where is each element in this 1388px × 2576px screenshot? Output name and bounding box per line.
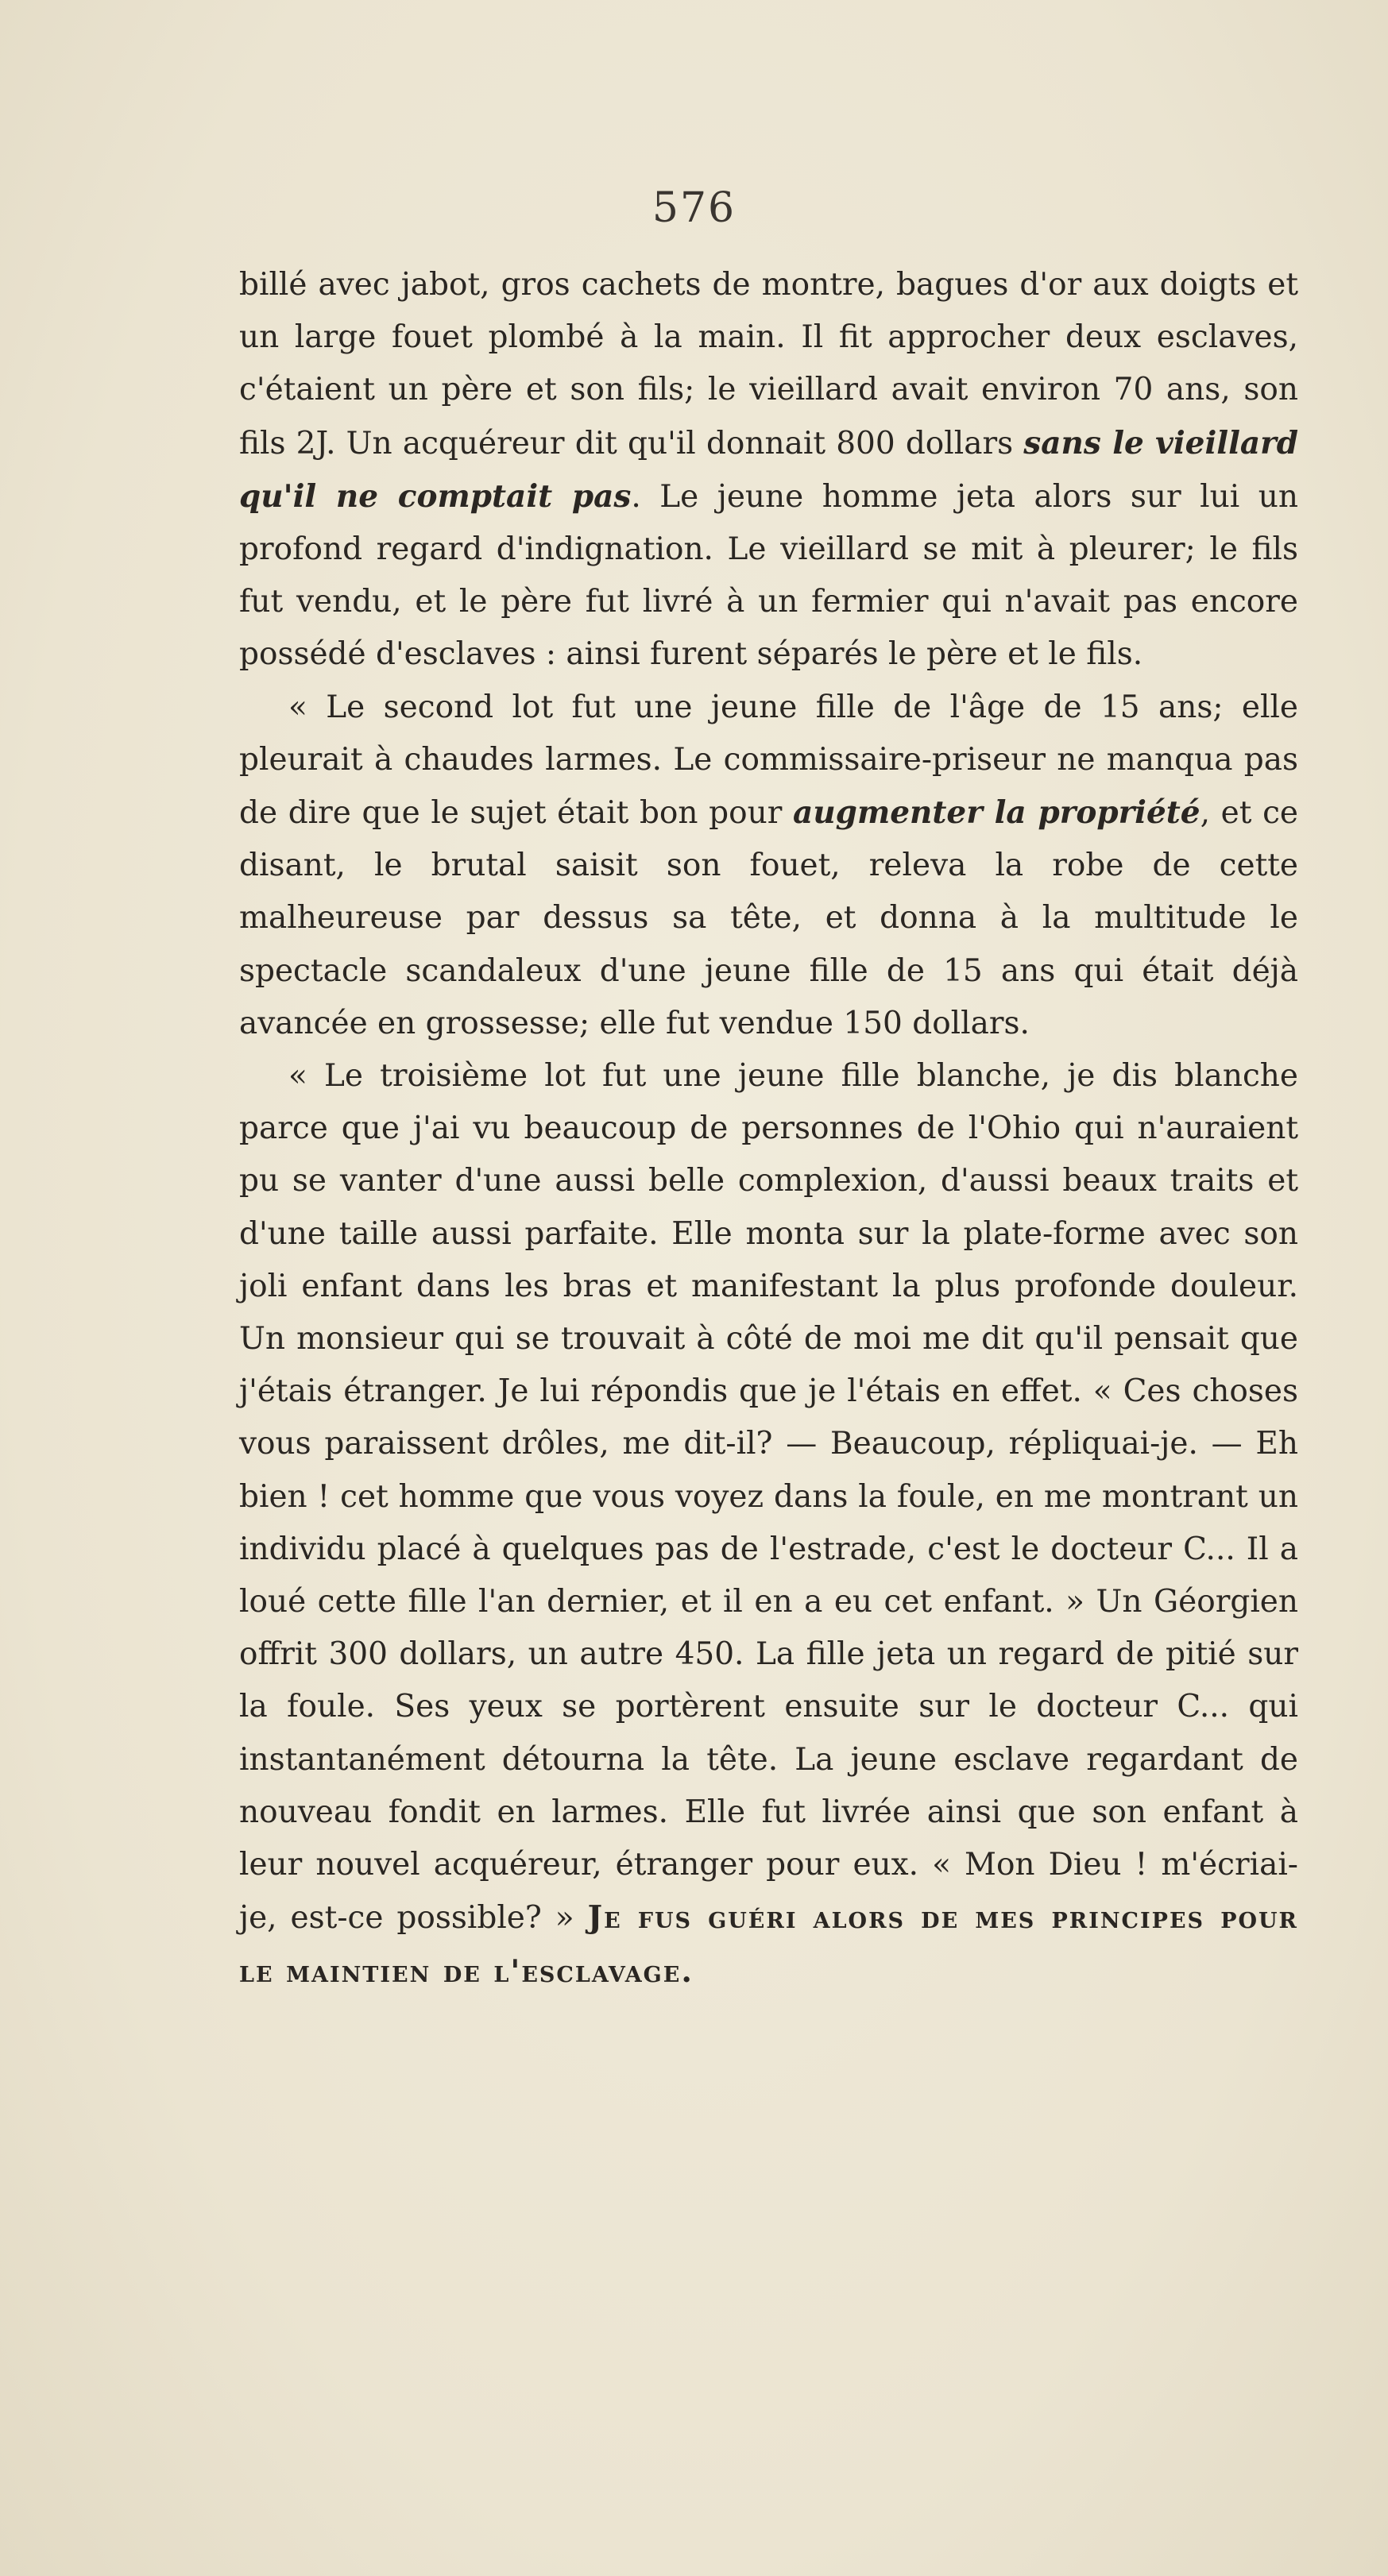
text-segment: . Le jeune homme jeta alors sur lui un profond regard d'indignation. Le vieillard se mit à pleurer; le fils fut vendu, et le père fut livré à un fermier qui n'avait pas encore possédé d'esclaves : ainsi furent séparés le père et le fils. [239, 478, 1298, 673]
text-segment: billé avec jabot, gros cachets de montre, bagues d'or aux doigts et un large fouet plombé à la main. Il fit approcher deux esclaves, c'étaient un père et son fils; le vieillard avait environ 70 ans, son fils 2J. Un acquéreur dit qu'il donnait 800 dollars [239, 267, 1298, 462]
text-segment: , et ce disant, le brutal saisit son fouet, releva la robe de cette malheureuse par dessus sa tête, et donna à la multitude le spectacle scandaleux d'une jeune fille de 15 ans qui était déjà avancée en grossesse; elle fut vendue 150 dollars. [239, 795, 1298, 1041]
paragraph-p2 [239, 682, 1298, 1050]
paragraph-p1 [239, 259, 1298, 682]
italic-emphasis: augmenter la propriété [793, 794, 1200, 832]
italic-emphasis: sans le vieillard qu'il ne comptait pas [239, 424, 1298, 515]
text-segment: « Le second lot fut une jeune fille de l'âge de 15 ans; elle pleurait à chaudes larmes. Le commissaire-priseur ne manqua pas de dire que le sujet était bon pour [239, 689, 1298, 832]
small-caps-text: Je fus guéri alors de mes principes pour le maintien de l'esclavage. [239, 1899, 1298, 1990]
body-text [239, 259, 1298, 1999]
page-number: 576 [651, 184, 737, 232]
paragraph-p3 [239, 1050, 1298, 1999]
text-segment: « Le troisième lot fut une jeune fille blanche, je dis blanche parce que j'ai vu beaucoup de personnes de l'Ohio qui n'auraient pu se vanter d'une aussi belle complexion, d'aussi beaux traits et d'une taille aussi parfaite. Elle monta sur la plate-forme avec son joli enfant dans les bras et manifestant la plus profonde douleur. Un monsieur qui se trouvait à côté de moi me dit qu'il pensait que j'étais étranger. Je lui répondis que je l'étais en effet. « Ces choses vous paraissent drôles, me dit-il? — Beaucoup, répliquai-je. — Eh bien ! cet homme que vous voyez dans la foule, en me montrant un individu placé à quelques pas de l'estrade, c'est le docteur C... Il a loué cette fille l'an dernier, et il en a eu cet enfant. » Un Géorgien offrit 300 dollars, un autre 450. La fille jeta un regard de pitié sur la foule. Ses yeux se portèrent ensuite sur le docteur C... qui instantanément détourna la tête. La jeune esclave regardant de nouveau fondit en larmes. Elle fut livrée ainsi que son enfant à leur nouvel acquéreur, étranger pour eux. « Mon Dieu ! m'écriai-je, est-ce possible? » [239, 1058, 1298, 1937]
